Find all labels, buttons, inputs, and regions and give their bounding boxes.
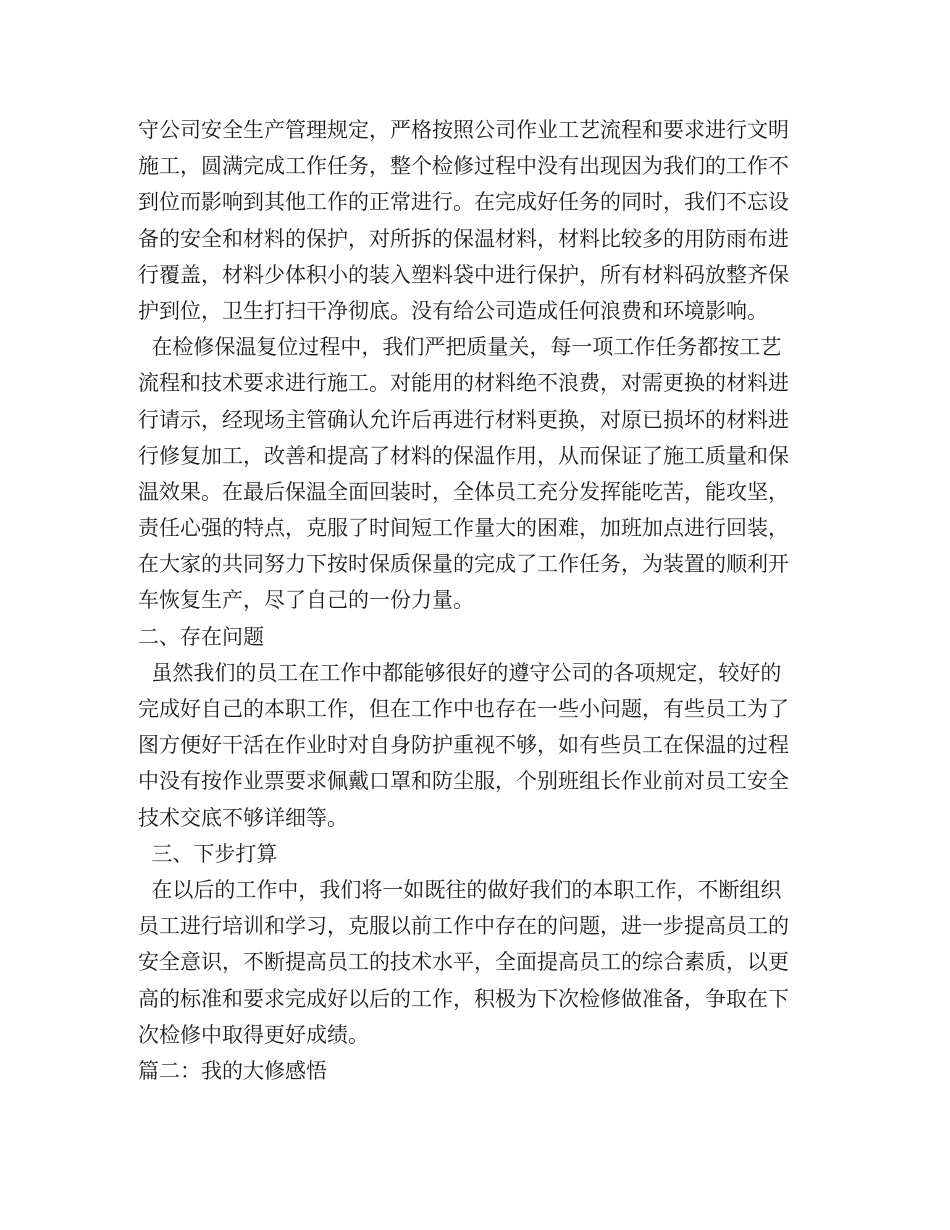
text-line: 在检修保温复位过程中，我们严把质量关，每一项工作任务都按工艺 bbox=[138, 335, 782, 360]
text-line: 次检修中取得更好成绩。 bbox=[138, 1022, 369, 1047]
text-line: 流程和技术要求进行施工。对能用的材料绝不浪费，对需更换的材料进 bbox=[138, 371, 789, 396]
text-line: 安全意识，不断提高员工的技术水平，全面提高员工的综合素质，以更 bbox=[138, 950, 789, 975]
text-line: 车恢复生产，尽了自己的一份力量。 bbox=[138, 588, 474, 613]
text-line: 施工，圆满完成工作任务，整个检修过程中没有出现因为我们的工作不 bbox=[138, 154, 789, 179]
section-heading-issues: 二、存在问题 bbox=[138, 624, 264, 649]
text-line: 高的标准和要求完成好以后的工作，积极为下次检修做准备，争取在下 bbox=[138, 986, 789, 1011]
text-line: 行修复加工，改善和提高了材料的保温作用，从而保证了施工质量和保 bbox=[138, 443, 789, 468]
text-line: 护到位，卫生打扫干净彻底。没有给公司造成任何浪费和环境影响。 bbox=[138, 298, 768, 323]
text-line: 温效果。在最后保温全面回装时，全体员工充分发挥能吃苦，能攻坚， bbox=[138, 479, 789, 504]
text-line: 责任心强的特点，克服了时间短工作量大的困难，加班加点进行回装， bbox=[138, 516, 789, 541]
text-line: 完成好自己的本职工作，但在工作中也存在一些小问题，有些员工为了 bbox=[138, 697, 789, 721]
text-line: 行请示，经现场主管确认允许后再进行材料更换，对原已损坏的材料进 bbox=[138, 407, 789, 432]
text-line: 员工进行培训和学习，克服以前工作中存在的问题，进一步提高员工的 bbox=[138, 914, 789, 939]
text-line: 在大家的共同努力下按时保质保量的完成了工作任务，为装置的顺利开 bbox=[138, 552, 789, 577]
text-line: 图方便好干活在作业时对自身防护重视不够，如有些员工在保温的过程 bbox=[138, 733, 789, 758]
section-heading-next-steps: 三、下步打算 bbox=[138, 841, 278, 866]
text-line: 技术交底不够详细等。 bbox=[138, 805, 348, 830]
document-body bbox=[138, 112, 828, 1089]
text-line: 到位而影响到其他工作的正常进行。在完成好任务的同时，我们不忘设 bbox=[138, 190, 789, 215]
text-line: 中没有按作业票要求佩戴口罩和防尘服，个别班组长作业前对员工安全 bbox=[138, 769, 789, 794]
text-line: 备的安全和材料的保护，对所拆的保温材料，材料比较多的用防雨布进 bbox=[138, 226, 789, 251]
text-line: 在以后的工作中，我们将一如既往的做好我们的本职工作，不断组织 bbox=[138, 877, 782, 902]
text-line: 虽然我们的员工在工作中都能够很好的遵守公司的各项规定，较好的 bbox=[138, 660, 782, 685]
text-line: 守公司安全生产管理规定，严格按照公司作业工艺流程和要求进行文明 bbox=[138, 118, 789, 142]
text-line: 行覆盖，材料少体积小的装入塑料袋中进行保护，所有材料码放整齐保 bbox=[138, 262, 789, 287]
article-heading: 篇二：我的大修感悟 bbox=[138, 1058, 327, 1083]
